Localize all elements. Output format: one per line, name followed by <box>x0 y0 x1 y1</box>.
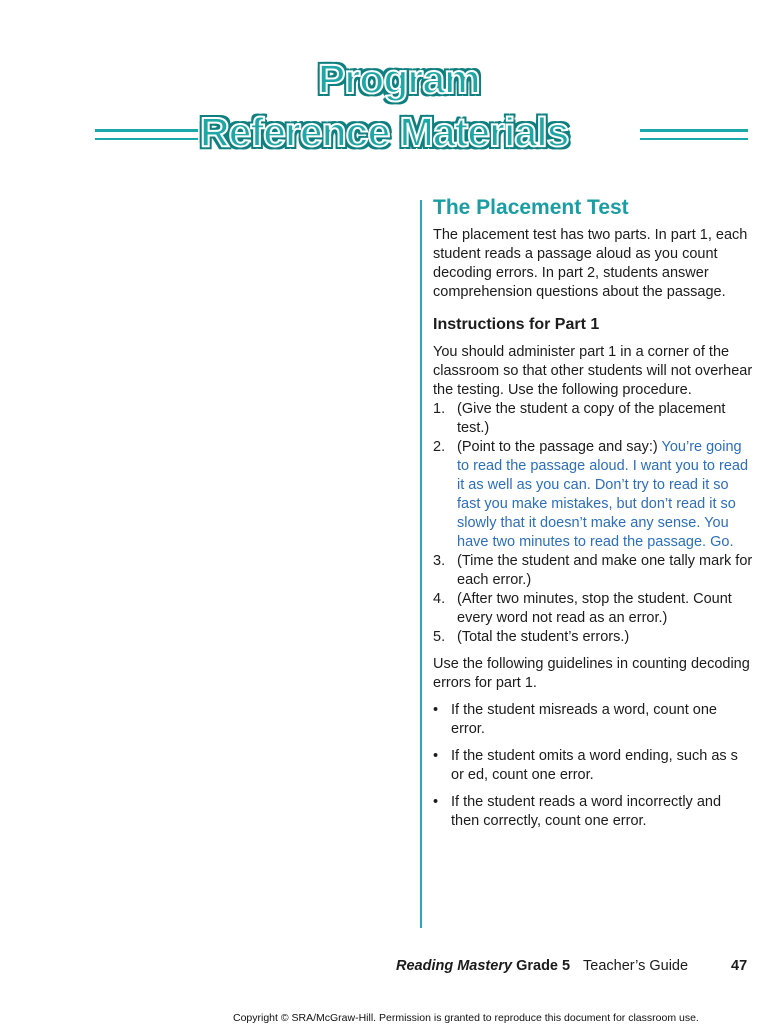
list-item <box>433 400 753 438</box>
section-title: The Placement Test <box>433 196 629 219</box>
main-content <box>433 196 753 839</box>
page-number: 47 <box>731 958 748 974</box>
list-item <box>433 590 753 628</box>
footer-guide: Teacher’s Guide <box>583 958 689 974</box>
footer-grade: Grade 5 <box>516 958 571 974</box>
page-title-line1: Program <box>318 56 480 102</box>
procedure-intro: You should administer part 1 in a corner of the classroom so that other students will not overhear the testing. Use the following procedure. <box>433 344 753 398</box>
page-header <box>0 0 768 175</box>
bullet-icon: • <box>433 794 439 810</box>
header-rule-left-bottom <box>95 138 198 140</box>
step-number: 3. <box>433 553 446 569</box>
step-number: 4. <box>433 591 446 607</box>
header-rule-right-top <box>640 129 748 132</box>
procedure-steps <box>433 400 753 647</box>
intro-paragraph: The placement test has two parts. In part 1, each student reads a passage aloud as you count decoding errors. In part 2, students answer comprehension questions about the passage. <box>433 227 748 300</box>
teacher-script: You’re going to read the passage aloud. I want you to read it as well as you can. Don’t try to read it so fast you make mistakes, but don’t read it so slowly that it doesn’t make any sense. You have two minutes to read the passage. Go. <box>457 439 749 550</box>
step-number: 1. <box>433 401 446 417</box>
copyright-notice: Copyright © SRA/McGraw-Hill. Permission is granted to reproduce this document for classroom use. <box>233 1012 699 1024</box>
guidelines-intro: Use the following guidelines in counting decoding errors for part 1. <box>433 656 750 691</box>
step-number: 5. <box>433 629 446 645</box>
list-item <box>433 628 753 647</box>
step-text: (Point to the passage and say:) <box>457 439 658 455</box>
list-item <box>433 438 753 552</box>
list-item <box>433 793 753 831</box>
step-text: (Give the student a copy of the placement test.) <box>457 401 726 436</box>
list-item <box>433 701 753 739</box>
bullet-icon: • <box>433 702 439 718</box>
step-text: (Total the student’s errors.) <box>457 629 630 645</box>
guidelines-list <box>433 701 753 831</box>
step-number: 2. <box>433 439 446 455</box>
page-title-line2: Reference Materials <box>200 109 569 155</box>
step-text: (After two minutes, stop the student. Count every word not read as an error.) <box>457 591 732 626</box>
footer-book <box>396 958 570 974</box>
column-divider <box>420 200 422 928</box>
list-item <box>433 552 753 590</box>
page-footer <box>0 958 768 980</box>
header-rule-right-bottom <box>640 138 748 140</box>
footer-book-title: Reading Mastery <box>396 958 513 974</box>
list-item <box>433 747 753 785</box>
bullet-icon: • <box>433 748 439 764</box>
step-text: (Time the student and make one tally mark for each error.) <box>457 553 753 588</box>
bullet-text: If the student omits a word ending, such as s or ed, count one error. <box>451 748 738 783</box>
header-rule-left-top <box>95 129 198 132</box>
bullet-text: If the student misreads a word, count one error. <box>451 702 717 737</box>
bullet-text: If the student reads a word incorrectly and then correctly, count one error. <box>451 794 722 829</box>
subheading: Instructions for Part 1 <box>433 316 600 333</box>
